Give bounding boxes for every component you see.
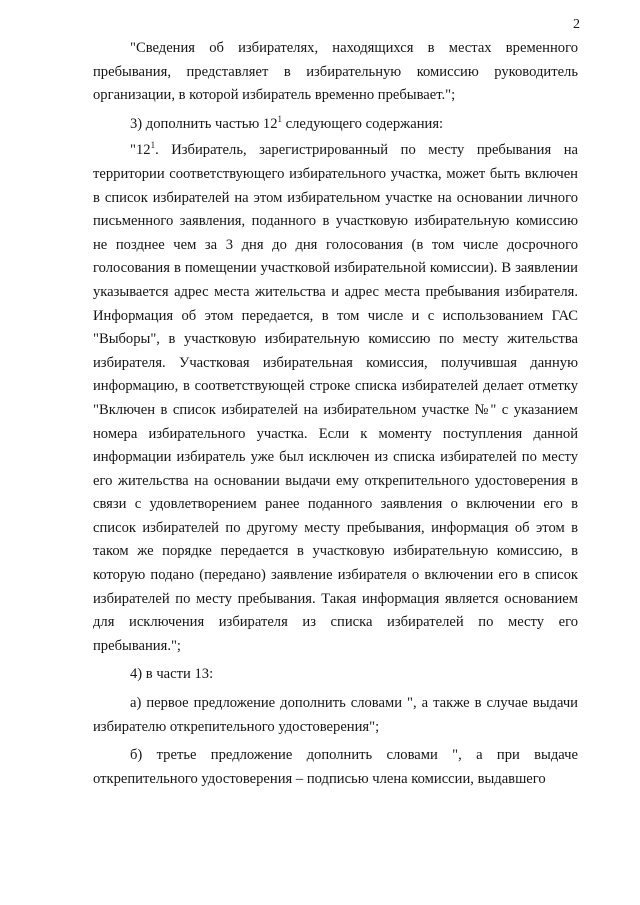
part-12-1-text-before: "12 [130,142,151,159]
paragraph-item-3 [93,113,578,137]
paragraph-item-4: 4) в части 13: [130,666,214,683]
part-12-1-text-after: . Избиратель, зарегистрированный по месту пребывания на территории соответствующего избирательного участка, может быть включен в список избирателей на этом избирательном участке на основании личного письменного заявления, поданного в участковую избирательную комиссию не позднее чем за 3 дня до дня голосования (в том числе досрочного голосования в помещении участковой избирательной комиссии). В заявлении указывается адрес места жительства и адрес места пребывания избирателя. Информация об этом передается, в том числе и с использованием ГАС "Выборы", в участковую избирательную комиссию по месту жительства избирателя. Участковая избирательная комиссия, получившая данную информацию, в соответствующей строке списка избирателей делает отметку "Включен в список избирателей на избирательном участке №" с указанием номера избирательного участка. Если к моменту поступления данной информации избиратель уже был исключен из списка избирателей по месту его жительства на основании выдачи ему открепительного удостоверения в связи с удовлетворением ранее поданного заявления о включении его в список избирателей по другому месту пребывания, информация об этом в таком же порядке передается в участковую избирательную комиссию, в которую подано (передано) заявление избирателя о включении его в список избирателей по месту пребывания. Такая информация является основанием для исключения избирателя из списка избирателей по месту его пребывания."; [93,142,578,654]
part-12-1-superscript: 1 [150,140,156,151]
document-body [93,37,578,796]
item-3-text-after: следующего содержания: [282,115,444,132]
paragraph-part-12-1 [93,139,578,658]
item-3-text-before: 3) дополнить частью 12 [130,115,278,132]
paragraph-intro-quote: "Сведения об избирателях, находящихся в местах временного пребывания, представляет в избирательную комиссию руководитель организации, в которой избиратель временно пребывает."; [93,40,578,104]
paragraph-subitem-b: б) третье предложение дополнить словами ", а при выдаче открепительного удостоверения – подписью члена комиссии, выдавшего [93,747,578,787]
page-number: 2 [573,17,580,32]
item-3-superscript: 1 [277,113,282,124]
paragraph-subitem-a: а) первое предложение дополнить словами ", а также в случае выдачи избирателю открепительного удостоверения"; [93,695,578,735]
